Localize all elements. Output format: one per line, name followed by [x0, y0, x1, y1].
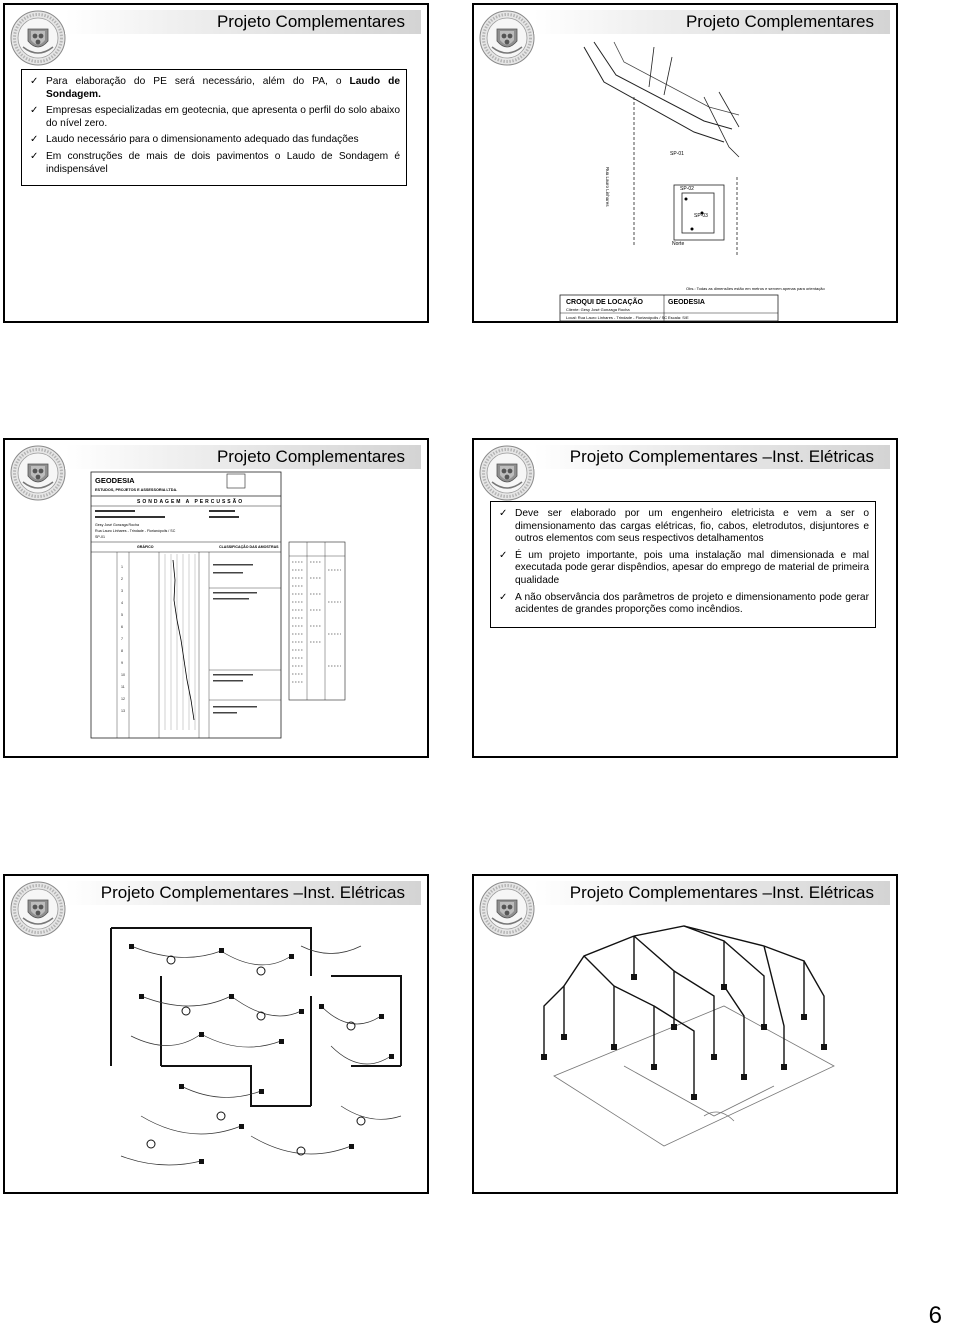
report-company: GEODESIA: [95, 476, 135, 485]
croqui-scale: Escala: S/E: [668, 315, 689, 320]
svg-text:8: 8: [121, 649, 123, 653]
croqui-location: Local: Rua Lauro Linhares - Trindade - Florianópolis / SC: [566, 315, 668, 320]
slide-4: [472, 438, 898, 758]
site-location-sketch: [554, 37, 825, 322]
slide-1: [3, 3, 429, 323]
report-address: Rua Lauro Linhares - Trindade - Florianópolis / SC: [95, 529, 176, 533]
title-bar: [534, 881, 890, 905]
slide-title: Projeto Complementares –Inst. Elétricas: [569, 447, 874, 466]
svg-text:6: 6: [121, 625, 123, 629]
bullet-item: ✓ Em construções de mais de dois pavimentos o Laudo de Sondagem é indispensável: [30, 150, 400, 175]
slide-6: [472, 874, 898, 1194]
croqui-company: GEODESIA: [668, 299, 705, 306]
svg-text:4: 4: [121, 601, 123, 605]
electrical-3d-diagram: [524, 916, 854, 1176]
bullet-item: ✓ Para elaboração do PE será necessário, além do PA, o Laudo de Sondagem.: [30, 76, 400, 100]
title-bar: [65, 445, 421, 469]
check-icon: ✓: [499, 591, 508, 603]
title-bar: [65, 881, 421, 905]
check-icon: ✓: [30, 134, 39, 146]
check-icon: ✓: [30, 150, 39, 162]
university-logo-icon: [9, 444, 67, 502]
svg-text:11: 11: [121, 685, 125, 689]
svg-text:12: 12: [121, 697, 125, 701]
svg-text:10: 10: [121, 673, 125, 677]
svg-text:2: 2: [121, 577, 123, 581]
university-logo-icon: [478, 9, 536, 67]
check-icon: ✓: [499, 549, 508, 561]
svg-text:Obs.: Todas as dimensões estão: Obs.: Todas as dimensões estão em metros e servem apenas para orientação: [686, 286, 825, 291]
slide-title: Projeto Complementares: [216, 447, 405, 466]
svg-text:13: 13: [121, 709, 125, 713]
university-logo-icon: [9, 880, 67, 938]
svg-text:Norte: Norte: [672, 241, 685, 247]
title-bar: [534, 10, 890, 34]
report-heading: SONDAGEM A PERCUSSÃO: [137, 499, 245, 505]
report-class-label: CLASSIFICAÇÃO DAS AMOSTRAS: [219, 545, 279, 549]
svg-text:SP-03: SP-03: [694, 213, 708, 219]
croqui-client: Cliente: Gesy José Gonzaga Rocha: [566, 307, 630, 312]
svg-text:5: 5: [121, 613, 123, 617]
bullet-box: [490, 501, 876, 628]
svg-text:7: 7: [121, 637, 123, 641]
check-icon: ✓: [30, 76, 39, 87]
sondagem-report: [89, 470, 349, 740]
svg-text:SP-01: SP-01: [670, 151, 684, 157]
bullet-item: ✓ É um projeto importante, pois uma instalação mal dimensionada e mal executada pode gerar dispêndios, apesar do emprego de material de primeira qualidade: [499, 549, 869, 586]
svg-text:3: 3: [121, 589, 123, 593]
report-chart-label: GRÁFICO: [137, 545, 154, 549]
croqui-heading: CROQUI DE LOCAÇÃO: [566, 299, 643, 306]
slide-5: [3, 874, 429, 1194]
slide-2: [472, 3, 898, 323]
university-logo-icon: [9, 9, 67, 67]
check-icon: ✓: [499, 508, 508, 519]
electrical-floor-plan: [101, 916, 419, 1182]
bullet-item: ✓ A não observância dos parâmetros de projeto e dimensionamento pode gerar acidentes de grandes proporções como incêndios.: [499, 591, 869, 616]
svg-text:Rua Lauro Linhares: Rua Lauro Linhares: [605, 167, 610, 207]
check-icon: ✓: [30, 105, 39, 117]
slide-title: Projeto Complementares: [685, 12, 874, 31]
bullet-item: ✓ Laudo necessário para o dimensionamento adequado das fundações: [30, 134, 359, 146]
title-bar: [65, 10, 421, 34]
slide-title: Projeto Complementares –Inst. Elétricas: [100, 883, 405, 902]
page-number: 6: [928, 1302, 942, 1329]
report-sp: SP-01: [95, 535, 105, 539]
svg-text:1: 1: [121, 565, 123, 569]
svg-text:9: 9: [121, 661, 123, 665]
slide-title: Projeto Complementares: [216, 12, 405, 31]
report-subtitle: ESTUDOS, PROJETOS E ASSESSORIA LTDA.: [95, 488, 178, 492]
report-client: Gesy José Gonzaga Rocha: [95, 523, 139, 527]
slide-title: Projeto Complementares –Inst. Elétricas: [569, 883, 874, 902]
university-logo-icon: [478, 444, 536, 502]
slide-3: [3, 438, 429, 758]
title-bar: [534, 445, 890, 469]
bullet-item: ✓ Empresas especializadas em geotecnia, que apresenta o perfil do solo abaixo do nível zero.: [30, 105, 400, 129]
bullet-item: ✓ Deve ser elaborado por um engenheiro eletricista e vem a ser o dimensionamento das cargas elétricas, fio, cabos, eletrodutos, disjuntores e outros elementos com seus respectivos detalhamentos: [499, 508, 869, 545]
bullet-box: [21, 69, 407, 186]
svg-text:SP-02: SP-02: [680, 186, 694, 192]
